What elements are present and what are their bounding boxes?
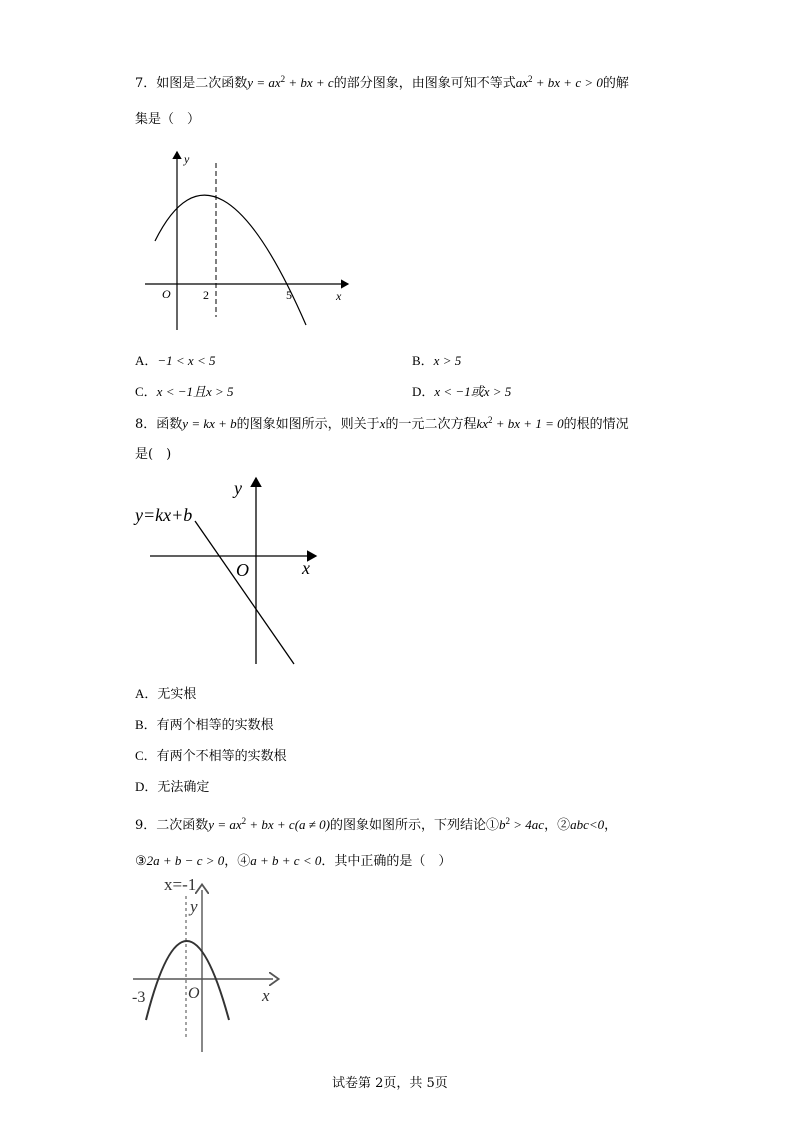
q8-stem-line1 xyxy=(135,413,629,432)
q9-tick-minus-3: -3 xyxy=(132,989,146,1006)
q7-tick-2: 2 xyxy=(203,288,209,302)
q7-option-b-label: B． xyxy=(412,353,434,368)
q7-option-a-label: A． xyxy=(135,353,158,368)
q9-stem-line2 xyxy=(135,850,451,869)
q7-text-2: 的部分图象，由图象可知不等式 xyxy=(333,76,516,91)
q9-text-1: 二次函数 xyxy=(156,818,209,833)
q8-line-label: y=kx+b xyxy=(135,505,193,525)
q9-formula-2: $b^2 > 4ac$ xyxy=(499,816,545,832)
q8-option-a-label: A． xyxy=(135,686,158,701)
q9-circle-3: ③ xyxy=(135,854,147,869)
q8-graph xyxy=(130,474,330,669)
q7-option-b-text: x > 5 xyxy=(433,353,462,368)
q9-formula-1: $y = ax^2$ + bx + c(a ≠ 0) xyxy=(208,816,330,832)
q8-origin-label: O xyxy=(236,560,249,580)
q8-option-c[interactable] xyxy=(135,745,287,764)
q8-line-kx-b xyxy=(195,521,294,664)
q7-tick-5: 5 xyxy=(286,288,292,302)
q8-text-1: 函数 xyxy=(156,417,183,432)
q7-text-1: 如图是二次函数 xyxy=(156,76,248,91)
q9-parabola xyxy=(146,941,229,1020)
q7-graph xyxy=(140,145,360,335)
q8-text-3: 的一元二次方程 xyxy=(385,417,477,432)
q7-origin-label: O xyxy=(162,287,171,301)
q9-x-label: x xyxy=(262,986,270,1005)
q8-y-label: y xyxy=(234,478,242,498)
q7-option-a[interactable] xyxy=(135,350,215,369)
q9-axis-label: x=-1 xyxy=(164,875,197,894)
q8-option-d[interactable] xyxy=(135,776,209,795)
q9-text-5: ，④ xyxy=(224,854,251,869)
q9-number: 9． xyxy=(135,818,157,833)
q7-formula-2: $ax^2$ + bx + c > 0 xyxy=(515,74,603,90)
q9-y-label: y xyxy=(190,897,198,916)
q8-stem-line2: 是( ) xyxy=(135,447,172,462)
q8-option-c-label: C． xyxy=(135,748,157,763)
q7-number: 7． xyxy=(135,76,157,91)
q8-option-a[interactable] xyxy=(135,683,196,702)
q9-text-6: ．其中正确的是（ ） xyxy=(321,854,452,869)
q7-x-label: x xyxy=(336,289,342,303)
q7-text-3: 的解 xyxy=(602,76,629,91)
q9-text-2: 的图象如图所示，下列结论① xyxy=(330,818,500,833)
q7-option-d-text: x < −1或x > 5 xyxy=(434,384,512,399)
q8-option-b-text: 有两个相等的实数根 xyxy=(156,718,274,733)
q9-text-4: ， xyxy=(604,818,618,833)
q7-y-label: y xyxy=(184,152,190,166)
q7-option-c-text: x < −1且x > 5 xyxy=(156,384,234,399)
q7-parabola xyxy=(155,195,306,325)
q9-graph xyxy=(128,870,288,1055)
q8-option-b[interactable] xyxy=(135,714,274,733)
q8-formula-3: $kx^2$ + bx + 1 = 0 xyxy=(476,415,564,431)
q7-option-c-label: C． xyxy=(135,384,157,399)
q7-option-d[interactable] xyxy=(412,381,511,400)
q8-option-c-text: 有两个不相等的实数根 xyxy=(156,749,287,764)
q8-text-2: 的图象如图所示，则关于 xyxy=(236,417,380,432)
q7-stem-line2: 集是（ ） xyxy=(135,112,201,127)
q8-option-b-label: B． xyxy=(135,717,157,732)
q9-formula-3: abc<0 xyxy=(570,817,605,832)
q9-stem-line1 xyxy=(135,814,617,833)
q8-number: 8． xyxy=(135,417,157,432)
q7-stem-line1 xyxy=(135,72,629,91)
q7-option-d-label: D． xyxy=(412,384,435,399)
page-footer: 试卷第 2页，共 5页 xyxy=(332,1076,448,1091)
q7-option-c[interactable] xyxy=(135,381,234,400)
q8-formula-2: x xyxy=(379,416,386,431)
q8-option-a-text: 无实根 xyxy=(157,687,197,702)
q7-option-a-text: −1 < x < 5 xyxy=(157,353,216,368)
q9-origin-label: O xyxy=(188,985,200,1002)
q9-text-3: ，② xyxy=(544,818,571,833)
q9-formula-5: a + b + c < 0 xyxy=(250,853,322,868)
q8-text-4: 的根的情况 xyxy=(563,417,629,432)
q9-formula-4: 2a + b − c > 0 xyxy=(146,853,225,868)
q8-option-d-text: 无法确定 xyxy=(157,780,210,795)
q7-option-b[interactable] xyxy=(412,350,461,369)
q7-formula-1: $y = ax^2$ + bx + c xyxy=(247,74,334,90)
q8-option-d-label: D． xyxy=(135,779,158,794)
q8-x-label: x xyxy=(302,558,310,578)
q8-formula-1: y = kx + b xyxy=(182,416,237,431)
